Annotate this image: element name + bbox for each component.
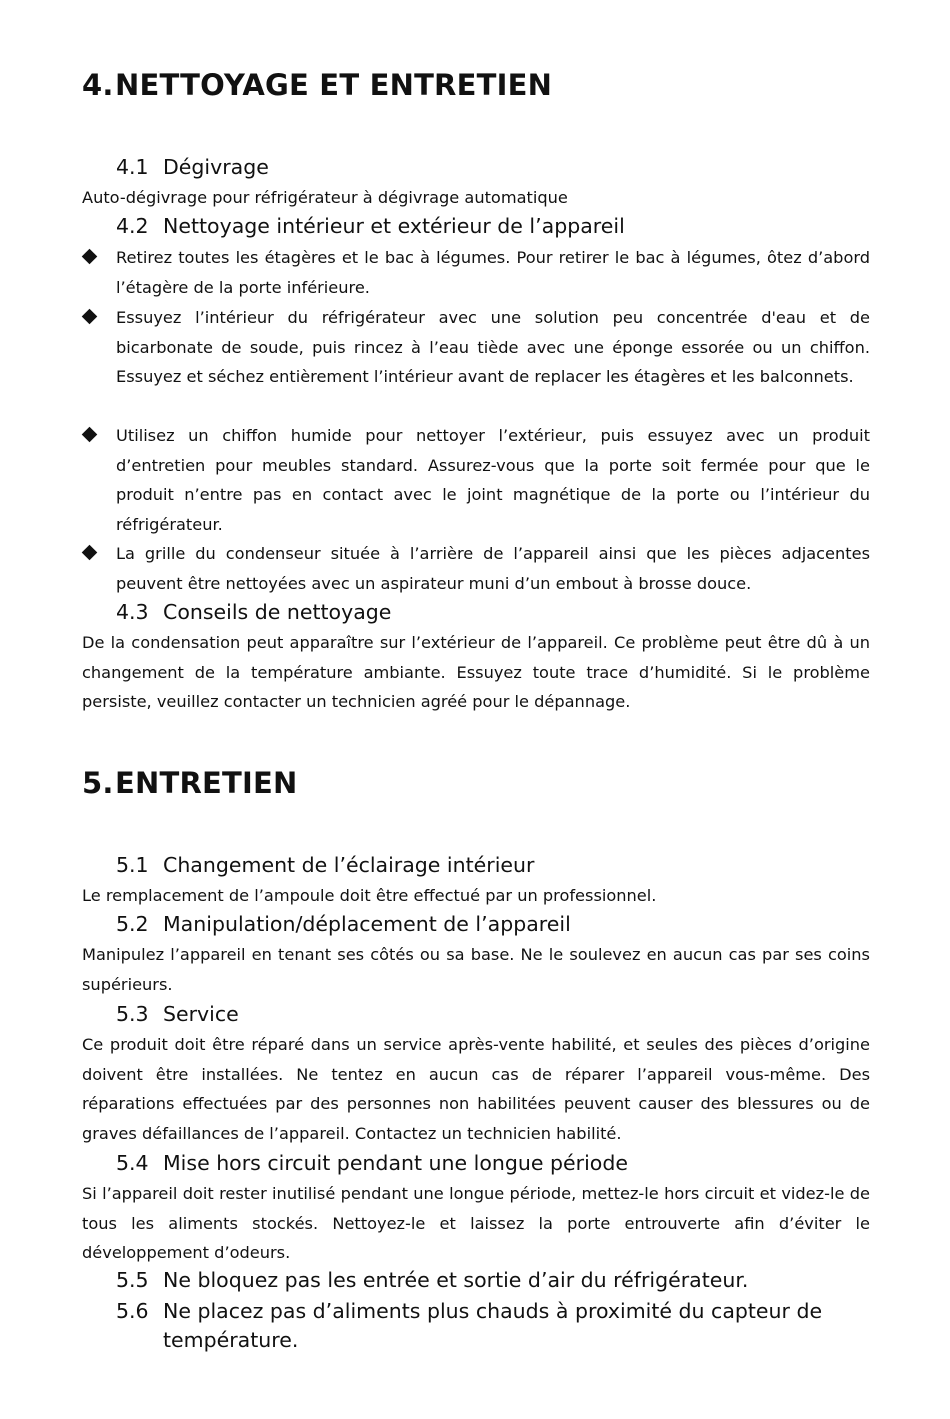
subsection-title: Changement de l’éclairage intérieur	[163, 853, 535, 877]
subsection-title: Dégivrage	[163, 155, 269, 179]
subsection-5-3-text: Ce produit doit être réparé dans un service après-vente habilité, et seules des pièces d’origine doivent être installées. Ne tentez en aucun cas de réparer l’appareil vous-même. Des réparations effectuées par des personnes non habilitées peuvent causer des blessures ou de graves défaillances de l’appareil. Contactez un technicien habilité.	[82, 1035, 870, 1144]
subsection-number: 5.5	[116, 1268, 149, 1292]
list-item-text: Utilisez un chiffon humide pour nettoyer l’extérieur, puis essuyez avec un produit d’entretien pour meubles standard. Assurez-vous que la porte soit fermée pour que le produit n’entre pas en contact avec le joint magnétique de la porte ou l’intérieur du réfrigérateur.	[116, 426, 870, 535]
subsection-title: température.	[163, 1328, 299, 1352]
subsection-title: Mise hors circuit pendant une longue période	[163, 1151, 628, 1175]
section-5-title: ENTRETIEN	[115, 766, 298, 800]
section-5-heading	[82, 766, 297, 800]
subsection-5-5-heading	[116, 1268, 748, 1292]
diamond-bullet-icon	[82, 309, 98, 325]
subsection-5-6-heading	[116, 1299, 822, 1323]
subsection-number: 4.3	[116, 600, 149, 624]
subsection-title: Manipulation/déplacement de l’appareil	[163, 912, 571, 936]
subsection-5-4-text: Si l’appareil doit rester inutilisé pendant une longue période, mettez-le hors circuit et videz-le de tous les aliments stockés. Nettoyez-le et laissez la porte entrouverte afin d’éviter le développement d’odeurs.	[82, 1184, 870, 1263]
subsection-5-1-heading	[116, 853, 534, 877]
section-4-heading	[82, 68, 552, 102]
section-4-number: 4.	[82, 68, 114, 102]
subsection-4-1-text: Auto-dégivrage pour réfrigérateur à dégivrage automatique	[82, 188, 568, 207]
subsection-title: Nettoyage intérieur et extérieur de l’appareil	[163, 214, 625, 238]
subsection-title: Service	[163, 1002, 239, 1026]
subsection-4-3-text: De la condensation peut apparaître sur l’extérieur de l’appareil. Ce problème peut être dû à un changement de la température ambiante. Essuyez toute trace d’humidité. Si le problème persiste, veuillez contacter un technicien agréé pour le dépannage.	[82, 633, 870, 712]
subsection-title: Conseils de nettoyage	[163, 600, 392, 624]
subsection-number: 4.1	[116, 155, 149, 179]
list-item-text: Retirez toutes les étagères et le bac à légumes. Pour retirer le bac à légumes, ôtez d’abord l’étagère de la porte inférieure.	[116, 248, 870, 297]
subsection-number: 5.2	[116, 912, 149, 936]
subsection-5-4-heading	[116, 1151, 628, 1175]
subsection-number: 5.3	[116, 1002, 149, 1026]
subsection-4-3-heading	[116, 600, 391, 624]
list-item	[82, 243, 870, 302]
subsection-number: 5.6	[116, 1299, 149, 1323]
diamond-bullet-icon	[82, 545, 98, 561]
list-item	[82, 539, 870, 598]
list-item	[82, 421, 870, 540]
subsection-5-3-heading	[116, 1002, 239, 1026]
list-item	[82, 303, 870, 392]
subsection-number: 5.1	[116, 853, 149, 877]
subsection-4-2-heading	[116, 214, 625, 238]
section-4-title: NETTOYAGE ET ENTRETIEN	[115, 68, 553, 102]
subsection-5-2-heading	[116, 912, 571, 936]
section-5-number: 5.	[82, 766, 114, 800]
list-item-text: La grille du condenseur située à l’arrière de l’appareil ainsi que les pièces adjacentes peuvent être nettoyées avec un aspirateur muni d’un embout à brosse douce.	[116, 544, 870, 593]
subsection-5-2-text: Manipulez l’appareil en tenant ses côtés ou sa base. Ne le soulevez en aucun cas par ses coins supérieurs.	[82, 945, 870, 994]
diamond-bullet-icon	[82, 427, 98, 443]
subsection-5-6-heading-continued	[163, 1328, 298, 1352]
subsection-title: Ne placez pas d’aliments plus chauds à proximité du capteur de	[163, 1299, 823, 1323]
subsection-number: 4.2	[116, 214, 149, 238]
diamond-bullet-icon	[82, 249, 98, 265]
subsection-5-1-text: Le remplacement de l’ampoule doit être effectué par un professionnel.	[82, 886, 657, 905]
subsection-4-1-heading	[116, 155, 269, 179]
subsection-title: Ne bloquez pas les entrée et sortie d’air du réfrigérateur.	[163, 1268, 749, 1292]
subsection-number: 5.4	[116, 1151, 149, 1175]
list-item-text: Essuyez l’intérieur du réfrigérateur avec une solution peu concentrée d'eau et de bicarbonate de soude, puis rincez à l’eau tiède avec une éponge essorée ou un chiffon. Essuyez et séchez entièrement l’intérieur avant de replacer les étagères et les balconnets.	[116, 308, 870, 387]
